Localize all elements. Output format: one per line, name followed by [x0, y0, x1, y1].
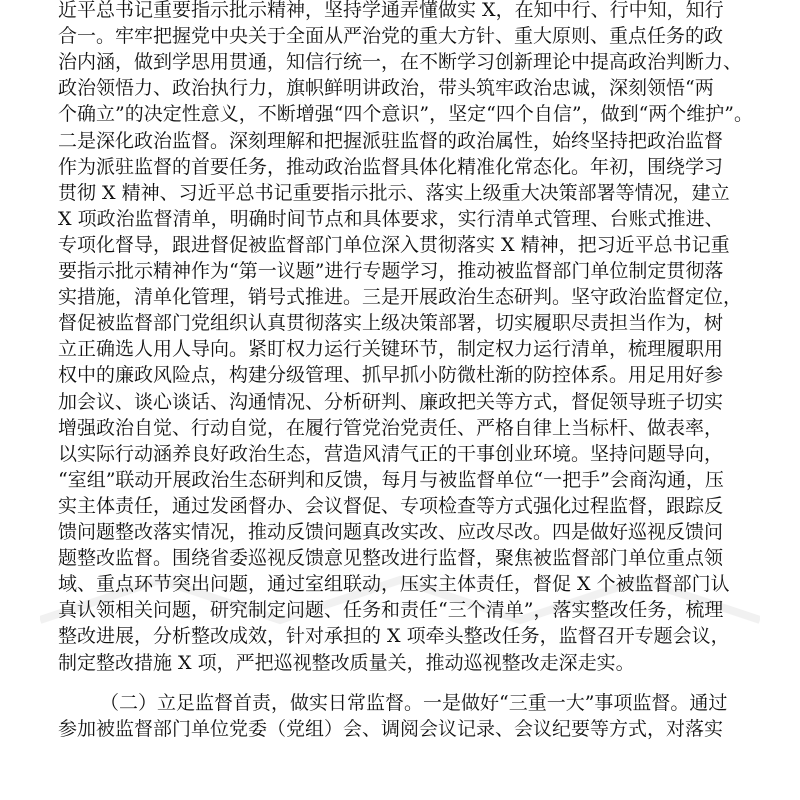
body-line: 专项化督导，跟进督促被监督部门单位深入贯彻落实 X 精神，把习近平总书记重 [58, 233, 730, 256]
body-line: 立正确选人用人导向。紧盯权力运行关键环节，制定权力运行清单，梳理履职用 [58, 338, 724, 361]
body-line: 政治领悟力、政治执行力，旗帜鲜明讲政治，带头筑牢政治忠诚，深刻领悟“两 [58, 77, 714, 100]
body-line: 合一。牢牢把握党中央关于全面从严治党的重大方针、重大原则、重点任务的政 [58, 25, 724, 48]
next-paragraph-line: （二）立足监督首责，做实日常监督。一是做好“三重一大”事项监督。通过 [100, 691, 728, 714]
next-paragraph-line: 参加被监督部门单位党委（党组）会、调阅会议记录、会议纪要等方式，对落实 [58, 717, 724, 740]
body-line: 域、重点环节突出问题，通过室组联动，压实主体责任，督促 X 个被监督部门认 [58, 573, 730, 596]
body-line: 增强政治自觉、行动自觉，在履行管党治党责任、严格自律上当标杆、做表率， [58, 416, 724, 439]
body-line: 权中的廉政风险点，构建分级管理、抓早抓小防微杜渐的防控体系。用足用好参 [58, 364, 724, 387]
body-line: 整改进展，分析整改成效，针对承担的 X 项牵头整改任务，监督召开专题会议， [58, 625, 730, 648]
body-line: 治内涵，做到学思用贯通，知信行统一，在不断学习创新理论中提高政治判断力、 [58, 51, 743, 74]
body-line: 加会议、谈心谈话、沟通情况、分析研判、廉政把关等方式，督促领导班子切实 [58, 390, 724, 413]
body-line: 近平总书记重要指示批示精神，坚持学通弄懂做实 X，在知中行、行中知，知行 [58, 0, 724, 21]
body-line: 题整改监督。围绕省委巡视反馈意见整改进行监督，聚焦被监督部门单位重点领 [58, 547, 724, 570]
body-line: 贯彻 X 精神、习近平总书记重要指示批示、落实上级重大决策部署等情况，建立 [58, 181, 730, 204]
body-line: 实主体责任，通过发函督办、会议督促、专项检查等方式强化过程监督，跟踪反 [58, 494, 724, 517]
body-line: 以实际行动涵养良好政治生态，营造风清气正的干事创业环境。坚持问题导向， [58, 442, 724, 465]
body-line: 二是深化政治监督。深刻理解和把握派驻监督的政治属性，始终坚持把政治监督 [58, 129, 724, 152]
body-line: 实措施，清单化管理，销号式推进。三是开展政治生态研判。坚守政治监督定位， [58, 286, 743, 309]
body-line: 督促被监督部门党组织认真贯彻落实上级决策部署，切实履职尽责担当作为，树 [58, 312, 724, 335]
body-line: 要指示批示精神作为“第一议题”进行专题学习，推动被监督部门单位制定贯彻落 [58, 260, 724, 282]
body-line: 作为派驻监督的首要任务，推动政治监督具体化精准化常态化。年初，围绕学习 [58, 155, 724, 178]
body-line: 个确立”的决定性意义，不断增强“四个意识”，坚定“四个自信”，做到“两个维护”。 [58, 103, 753, 126]
body-line: X 项政治监督清单，明确时间节点和具体要求，实行清单式管理、台账式推进、 [58, 207, 724, 230]
body-line: “室组”联动开展政治生态研判和反馈，每月与被监督单位“一把手”会商沟通，压 [58, 468, 724, 491]
body-line: 馈问题整改落实情况，推动反馈问题真改实改、应改尽改。四是做好巡视反馈问 [58, 521, 724, 543]
body-line: 制定整改措施 X 项，严把巡视整改质量关，推动巡视整改走深走实。 [58, 651, 635, 674]
body-line: 真认领相关问题，研究制定问题、任务和责任“三个清单”，落实整改任务，梳理 [58, 599, 724, 622]
